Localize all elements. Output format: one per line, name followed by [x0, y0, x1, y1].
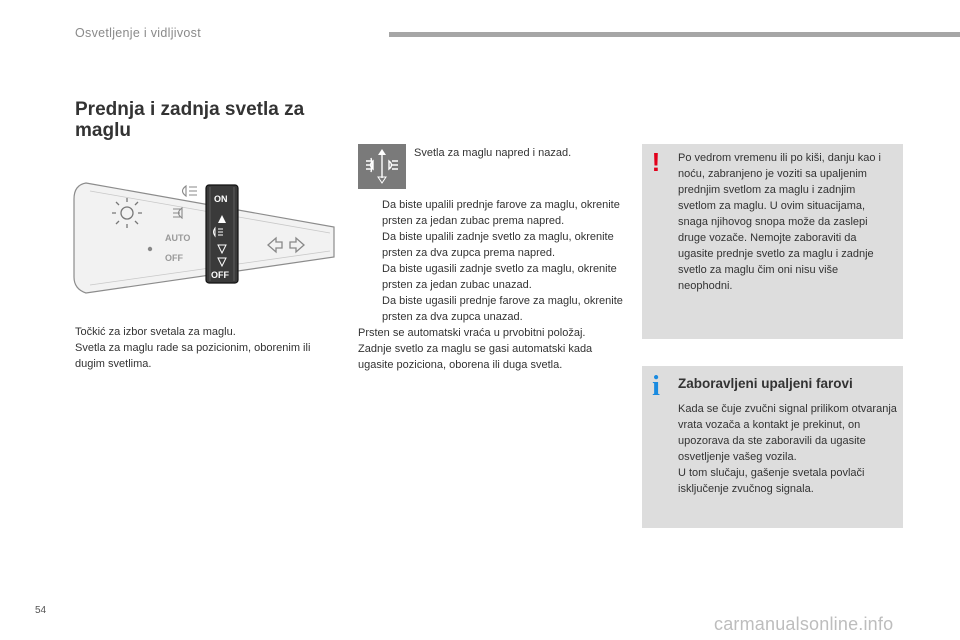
instruction-item [358, 229, 628, 261]
info-note-paragraph1: Kada se čuje zvučni signal prilikom otvaranja vrata vozača a kontakt je prekinut, on upozorava da ste zaboravili da ugasite osvetljenje vašeg vozila. [678, 403, 897, 463]
fog-light-switch-illustration [72, 165, 340, 313]
fog-lights-symbol-box [358, 144, 406, 189]
page-number: 54 [35, 605, 47, 616]
stalk-marker [148, 247, 152, 251]
section-title-line2: maglu [75, 120, 131, 141]
watermark: carmanualsonline.info [714, 614, 894, 634]
section-title [75, 99, 304, 141]
info-note-title: Zaboravljeni upaljeni farovi [678, 376, 853, 391]
illustration-label-auto: AUTO [165, 233, 191, 243]
fog-symbol-description: Svetla za maglu napred i nazad. [414, 147, 572, 159]
instruction-item [358, 197, 628, 229]
warning-note-text: Po vedrom vremenu ili po kiši, danju kao i noću, zabranjeno je voziti sa upaljenim prednjim svetlom za maglu i zadnjim svetlom za maglu. U ovim situacijama, snaga njihovog snopa može da zaslepi druge vozače. Nemojte zaboraviti da ugasite prednje svetlo za maglu i zadnje svetlo za maglu čim oni nisu više neophodni. [678, 152, 881, 292]
instruction-item [358, 261, 628, 293]
dipped-beam-icon [183, 186, 198, 196]
instruction-list [358, 197, 628, 325]
section-title-line1: Prednja i zadnja svetla za [75, 99, 305, 120]
info-note-text [678, 401, 900, 497]
info-note-paragraph2: U tom slučaju, gašenje svetala povlači isključenje zvučnog signala. [678, 467, 865, 495]
instruction-text: Da biste ugasili prednje farove za maglu, okrenite prsten za dva zupca unazad. [382, 295, 623, 323]
illustration-label-on: ON [214, 194, 228, 204]
illustration-caption [75, 324, 325, 372]
header-divider [389, 32, 960, 37]
instruction-text: Da biste upalili zadnje svetlo za maglu, okrenite prsten za dva zupca prema napred. [382, 231, 614, 259]
illustration-label-off-main: OFF [165, 253, 183, 263]
instruction-item [358, 293, 628, 325]
instruction-text: Da biste ugasili zadnje svetlo za maglu, okrenite prsten za jedan zubac unazad. [382, 263, 617, 291]
info-icon: i [652, 371, 660, 402]
fog-symbol-icon [214, 228, 224, 236]
caption-line2: Svetla za maglu rade sa pozicionim, oborenim ili dugim svetlima. [75, 342, 311, 370]
illustration-label-off: OFF [211, 270, 229, 280]
warning-icon: ! [651, 147, 661, 177]
auto-off-note: Zadnje svetlo za maglu se gasi automatski kada ugasite poziciona, oborena ili duga svetla. [358, 343, 593, 371]
chapter-title: Osvetljenje i vidljivost [75, 26, 201, 40]
caption-line1: Točkić za izbor svetala za maglu. [75, 326, 236, 338]
instruction-text: Da biste upalili prednje farove za maglu, okrenite prsten za jedan zubac prema napred. [382, 199, 620, 227]
front-rear-fog-icon [358, 144, 406, 189]
fog-instructions [358, 197, 628, 373]
return-note: Prsten se automatski vraća u prvobitni položaj. [358, 327, 586, 339]
